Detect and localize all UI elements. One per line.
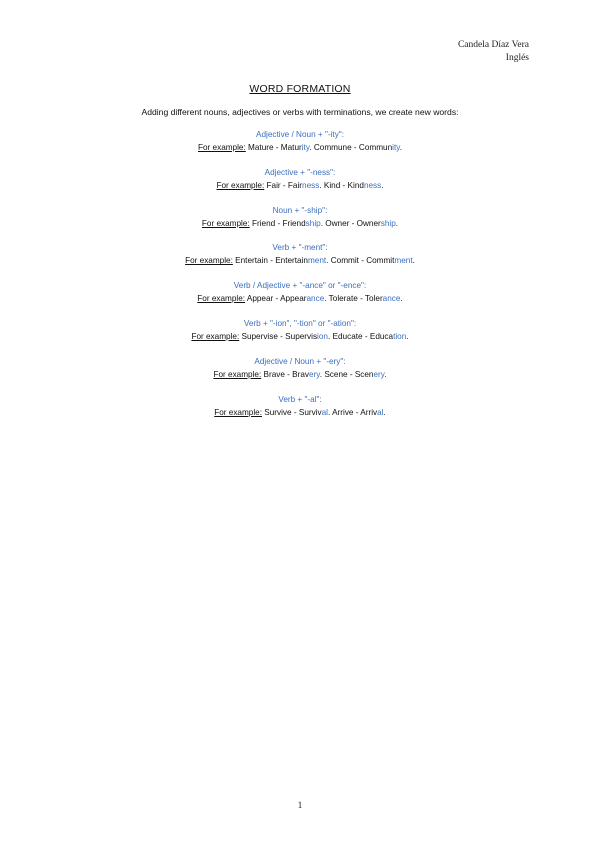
example-text: . — [395, 218, 399, 228]
example-text: . Educate - Educa — [327, 331, 394, 341]
example-text: . — [381, 180, 384, 190]
example-line — [0, 406, 600, 419]
example-text: . Commune - Commun — [309, 143, 393, 152]
example-text: Supervise - Supervis — [239, 331, 318, 341]
example-text: . — [412, 256, 415, 266]
example-text: Friend - Friend — [249, 218, 306, 228]
example-label: For example: — [213, 369, 262, 379]
intro-paragraph: Adding different nouns, adjectives or verbs with terminations, we create new words: — [141, 107, 459, 117]
formation-section — [0, 279, 600, 305]
example-text: . — [383, 407, 386, 417]
suffix-highlight: ness — [302, 180, 320, 190]
example-text: . — [406, 331, 409, 341]
formation-rule: Noun + "-ship": — [272, 205, 328, 215]
example-label: For example: — [197, 143, 246, 152]
example-line — [0, 217, 600, 230]
formation-rule: Adjective / Noun + "-ery": — [254, 356, 346, 366]
formation-section — [0, 166, 600, 192]
example-text: Survive - Surviv — [262, 407, 322, 417]
example-label: For example: — [201, 218, 250, 228]
formation-rule: Verb / Adjective + "-ance" or "-ence": — [233, 281, 367, 291]
formation-section — [0, 204, 600, 230]
example-text: . Owner - Owner — [320, 218, 381, 228]
formation-section — [0, 393, 600, 419]
suffix-highlight: ship — [305, 218, 321, 228]
example-line — [0, 292, 600, 305]
suffix-highlight: ion — [317, 331, 328, 341]
formation-rule: Adjective / Noun + "-ity": — [256, 130, 344, 139]
page-number: 1 — [297, 801, 303, 811]
suffix-highlight: ance — [306, 294, 325, 304]
suffix-highlight: ment — [394, 256, 413, 266]
example-label: For example: — [191, 331, 240, 341]
formation-rule: Verb + "-ion", "-tion" or "-ation": — [243, 318, 357, 328]
suffix-highlight: tion — [393, 331, 407, 341]
suffix-highlight: ance — [382, 294, 401, 304]
example-text: . Tolerate - Toler — [324, 294, 383, 304]
example-text: . Commit - Commit — [326, 256, 395, 266]
example-line — [0, 368, 600, 381]
word-formation-list — [0, 128, 600, 430]
example-text: . Arrive - Arriv — [327, 407, 378, 417]
suffix-highlight: ity — [392, 143, 400, 152]
header-author: Candela Díaz Vera — [457, 40, 529, 50]
example-text: . — [400, 294, 403, 304]
example-text: . Scene - Scen — [319, 369, 374, 379]
page-header — [458, 39, 529, 65]
example-line — [0, 254, 600, 267]
suffix-highlight: ery — [309, 369, 320, 379]
suffix-highlight: ery — [373, 369, 385, 379]
suffix-highlight: ness — [363, 180, 382, 190]
example-label: For example: — [216, 180, 265, 190]
example-text: Brave - Brav — [261, 369, 310, 379]
example-text: Entertain - Entertain — [232, 256, 308, 266]
example-text: Appear - Appear — [245, 294, 307, 304]
suffix-highlight: al — [377, 407, 384, 417]
formation-rule: Verb + "-ment": — [272, 243, 328, 253]
example-text: . — [399, 143, 403, 152]
example-label: For example: — [185, 256, 233, 266]
example-label: For example: — [214, 407, 262, 417]
formation-rule: Adjective + "-ness": — [264, 167, 336, 177]
example-line — [0, 141, 600, 154]
suffix-highlight: ship — [380, 218, 396, 228]
formation-section — [0, 241, 600, 267]
document-title: WORD FORMATION — [249, 83, 351, 95]
suffix-highlight: al — [321, 407, 328, 417]
example-line — [0, 179, 600, 192]
formation-section — [0, 317, 600, 343]
example-text: . — [384, 369, 387, 379]
header-subject: Inglés — [505, 53, 529, 63]
example-line — [0, 330, 600, 343]
suffix-highlight: ity — [301, 143, 310, 152]
example-text: Mature - Matur — [245, 143, 302, 152]
example-text: . Kind - Kind — [319, 180, 364, 190]
formation-section — [0, 128, 600, 154]
formation-rule: Verb + "-al": — [278, 394, 322, 404]
example-text: Fair - Fair — [264, 180, 303, 190]
suffix-highlight: ment — [307, 256, 327, 266]
example-label: For example: — [197, 294, 246, 304]
formation-section — [0, 355, 600, 381]
